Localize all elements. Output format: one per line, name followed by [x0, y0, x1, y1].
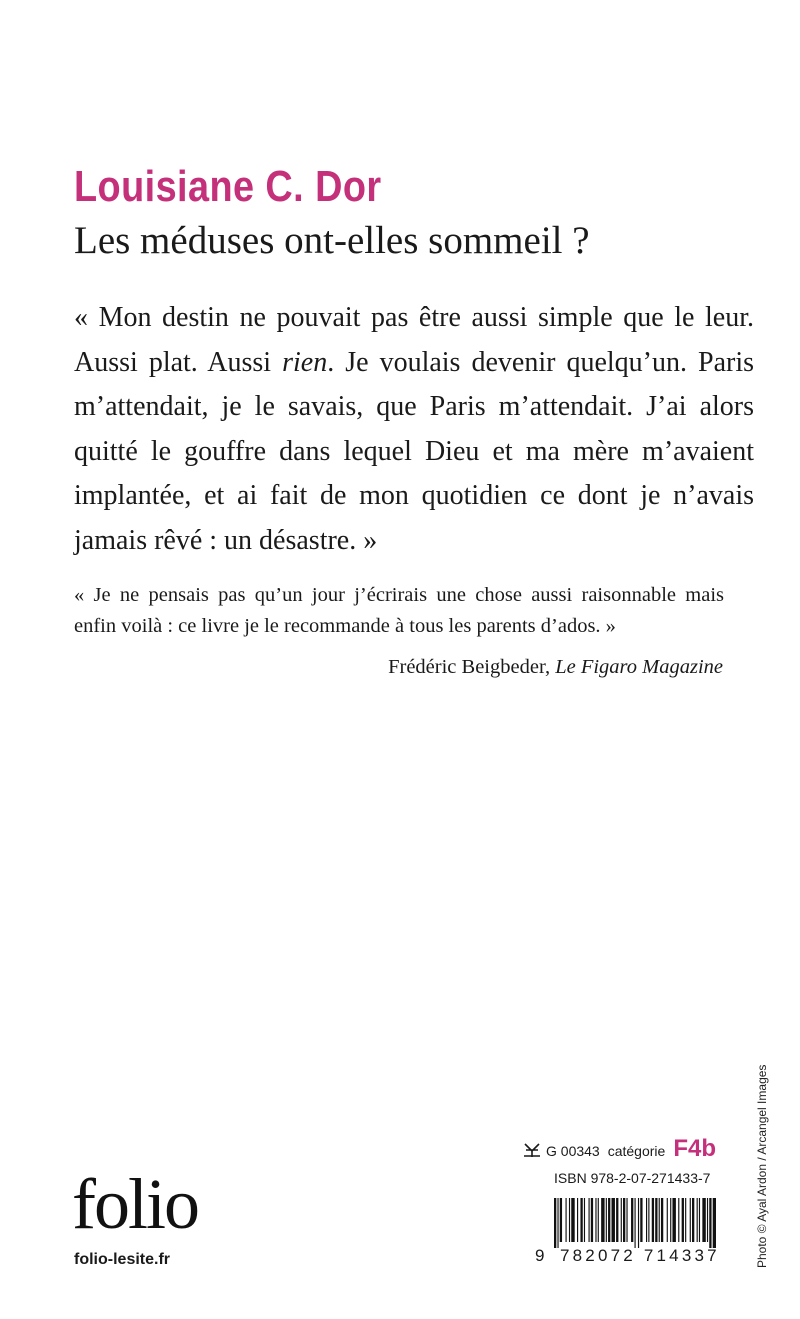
barcode-bar: [667, 1198, 668, 1242]
barcode-bar: [713, 1198, 716, 1248]
barcode-bar: [678, 1198, 679, 1242]
barcode-bar: [661, 1198, 663, 1242]
category-label: catégorie: [607, 1143, 666, 1159]
barcode-bar: [608, 1198, 610, 1242]
barcode-bar: [670, 1198, 671, 1242]
excerpt-line: implantée, et ai fait de mon quotidien ce dont je n’avais: [74, 480, 754, 511]
barcode-bar: [659, 1198, 660, 1242]
book-title: Les méduses ont-elles sommeil ?: [74, 219, 590, 262]
barcode-bar: [554, 1198, 556, 1248]
barcode-bar: [685, 1198, 686, 1242]
review-line: « Je ne pensais pas qu’un jour j’écrirais une chose aussi raisonnable mais: [74, 584, 724, 606]
barcode-bar: [631, 1198, 633, 1242]
barcode: [554, 1198, 716, 1248]
barcode-bar: [595, 1198, 596, 1242]
barcode-digits: 782072 714337: [560, 1246, 720, 1265]
excerpt-text: . Je voulais devenir quelqu’un. Paris: [327, 346, 754, 378]
excerpt-italic-word: rien: [282, 346, 328, 378]
reviewer-name: Frédéric Beigbeder,: [388, 656, 556, 678]
barcode-bar: [621, 1198, 622, 1242]
category-code: F4b: [673, 1135, 716, 1162]
barcode-lead-digit: 9: [535, 1246, 545, 1265]
barcode-bar: [591, 1198, 593, 1242]
excerpt-line: jamais rêvé : un désastre. »: [74, 524, 378, 556]
review-line: enfin voilà : ce livre je le recommande à tous les parents d’ados. »: [74, 615, 616, 637]
barcode-bar: [616, 1198, 618, 1242]
barcode-bar: [709, 1198, 711, 1248]
barcode-bar: [699, 1198, 700, 1242]
barcode-bar: [692, 1198, 694, 1242]
barcode-bar: [626, 1198, 627, 1242]
barcode-bar: [580, 1198, 582, 1242]
barcode-bar: [560, 1198, 562, 1242]
barcode-bar: [672, 1198, 675, 1242]
barcode-bar: [623, 1198, 625, 1242]
barcode-bar: [682, 1198, 684, 1242]
barcode-bar: [571, 1198, 574, 1242]
barcode-bar: [702, 1198, 705, 1242]
photo-credit: Photo © Ayal Ardon / Arcangel Images: [755, 1064, 769, 1268]
barcode-bar: [690, 1198, 691, 1242]
excerpt-line: m’attendait, je le savais, que Paris m’attendait. J’ai alors: [74, 391, 754, 422]
barcode-bar: [648, 1198, 649, 1242]
review-quote: [74, 580, 724, 642]
publisher-website: folio-lesite.fr: [74, 1251, 171, 1268]
excerpt-line: « Mon destin ne pouvait pas être aussi simple que le leur.: [74, 302, 754, 333]
product-code: G 00343: [546, 1143, 600, 1159]
excerpt-text: Aussi plat. Aussi: [74, 346, 283, 378]
barcode-bar: [635, 1198, 636, 1248]
barcode-bar: [589, 1198, 590, 1242]
barcode-bar: [577, 1198, 578, 1242]
review-attribution: [388, 656, 723, 679]
author-name: Louisiane C. Dor: [74, 162, 382, 211]
product-code-line: [522, 1135, 716, 1163]
barcode-bar: [707, 1198, 708, 1242]
barcode-bar: [652, 1198, 654, 1242]
barcode-bar: [655, 1198, 657, 1242]
book-excerpt: [74, 296, 754, 563]
gallimard-mark-icon: [522, 1142, 542, 1158]
barcode-bar: [606, 1198, 607, 1242]
barcode-bar: [697, 1198, 698, 1242]
barcode-bar: [646, 1198, 647, 1242]
barcode-bar: [601, 1198, 604, 1242]
isbn: ISBN 978-2-07-271433-7: [554, 1170, 711, 1186]
barcode-bar: [640, 1198, 642, 1242]
barcode-bar: [612, 1198, 615, 1242]
barcode-bar: [569, 1198, 570, 1242]
publication-name: Le Figaro Magazine: [555, 656, 723, 678]
folio-logo: folio: [72, 1164, 198, 1244]
barcode-bar: [638, 1198, 639, 1248]
barcode-bar: [557, 1198, 558, 1248]
barcode-bar: [584, 1198, 585, 1242]
barcode-bar: [598, 1198, 599, 1242]
excerpt-line: [74, 341, 754, 386]
excerpt-line: quitté le gouffre dans lequel Dieu et ma mère m’avaient: [74, 435, 754, 467]
barcode-bar: [566, 1198, 567, 1242]
